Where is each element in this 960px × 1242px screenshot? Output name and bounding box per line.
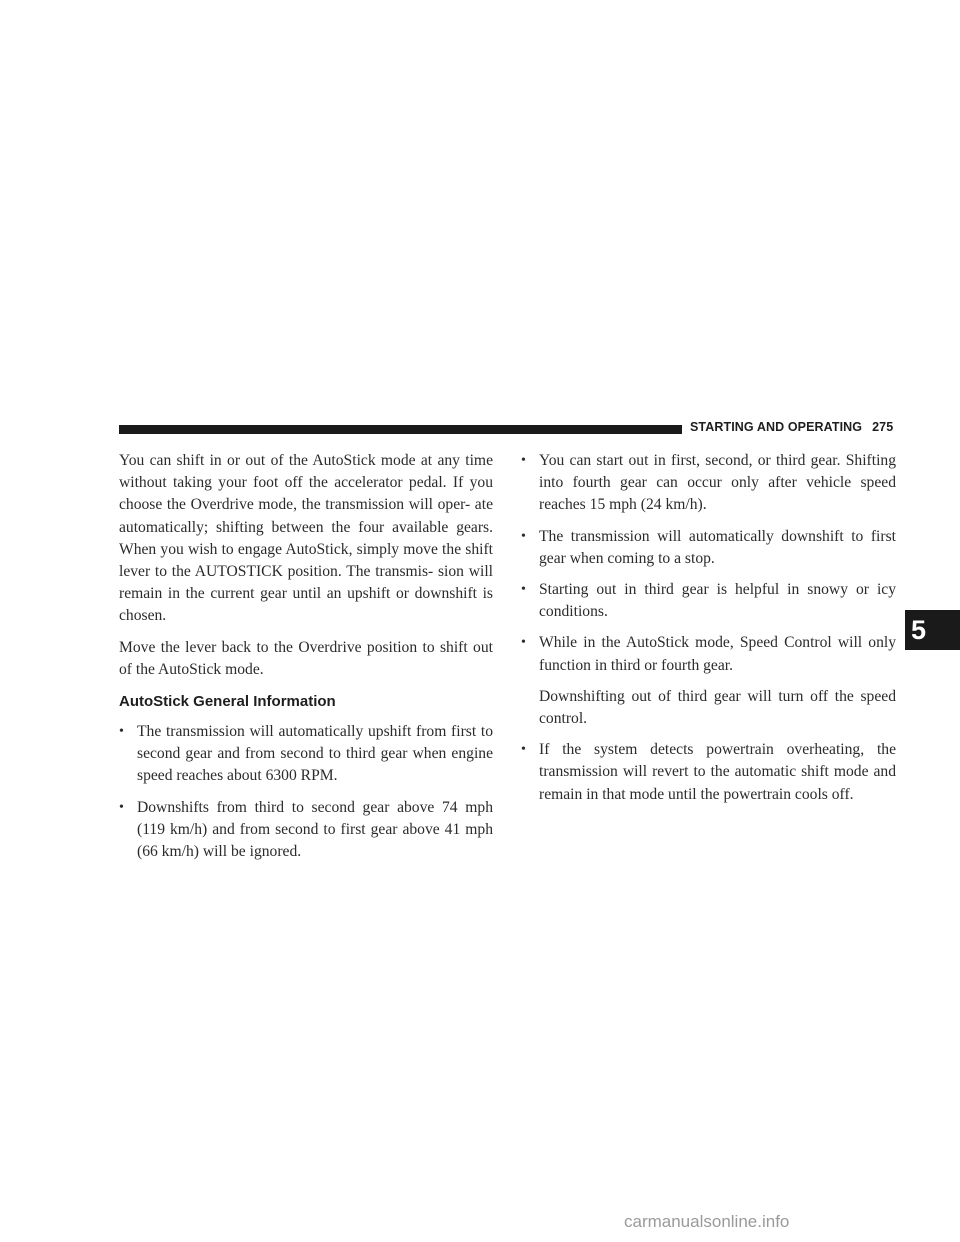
intro-paragraph: You can shift in or out of the AutoStick mode at any time without taking your foot off the accelerator pedal. If you choose the Overdrive mode, the transmission will oper- ate automatically; shifting between the four available gears. When you wish to engage AutoStick, simply move the shift lever to the AUTOSTICK position. The transmis- sion will remain in the current gear until an upshift or downshift is chosen. <box>119 452 493 625</box>
section-subheading: AutoStick General Information <box>119 693 336 711</box>
list-item-text: Starting out in third gear is helpful in snowy or icy conditions. <box>539 581 896 621</box>
list-item <box>119 721 493 788</box>
list-item <box>521 526 896 570</box>
list-item <box>521 450 896 517</box>
right-column <box>521 450 896 815</box>
list-item <box>119 797 493 864</box>
list-item-text: While in the AutoStick mode, Speed Control will only function in third or fourth gear. <box>539 634 896 674</box>
watermark: carmanualsonline.info <box>624 1212 790 1231</box>
list-item-text: Downshifts from third to second gear above 74 mph (119 km/h) and from second to first gear above 41 mph (66 km/h) will be ignored. <box>137 798 493 861</box>
list-item-text: If the system detects powertrain overheating, the transmission will revert to the automatic shift mode and remain in that mode until the powertrain cools off. <box>539 741 896 803</box>
bullet-icon: • <box>521 582 526 598</box>
bullet-icon: • <box>521 635 526 651</box>
bullet-icon: • <box>521 453 526 468</box>
list-item-text: The transmission will automatically downshift to first gear when coming to a stop. <box>539 527 896 567</box>
bullet-icon: • <box>521 742 526 758</box>
header-rule <box>119 425 682 434</box>
chapter-tab: 5 <box>905 610 960 650</box>
list-item <box>521 739 896 806</box>
section-title: STARTING AND OPERATING <box>690 420 863 434</box>
speed-control-note: Downshifting out of third gear will turn off the speed control. <box>539 687 896 728</box>
list-item <box>521 632 896 676</box>
bullet-icon: • <box>119 799 124 815</box>
bullet-icon: • <box>521 528 526 544</box>
left-column <box>119 450 493 872</box>
list-item-text: You can start out in first, second, or third gear. Shifting into fourth gear can occur only after vehicle speed reaches 15 mph (24 km/h). <box>539 452 896 514</box>
list-item-text: The transmission will automatically upshift from first to second gear and from second to third gear when engine speed reaches about 6300 RPM. <box>137 723 493 785</box>
list-item <box>521 579 896 623</box>
bullet-icon: • <box>119 724 124 740</box>
page-number: 275 <box>872 420 894 434</box>
overdrive-paragraph: Move the lever back to the Overdrive position to shift out of the AutoStick mode. <box>119 638 493 678</box>
running-head <box>690 420 893 434</box>
